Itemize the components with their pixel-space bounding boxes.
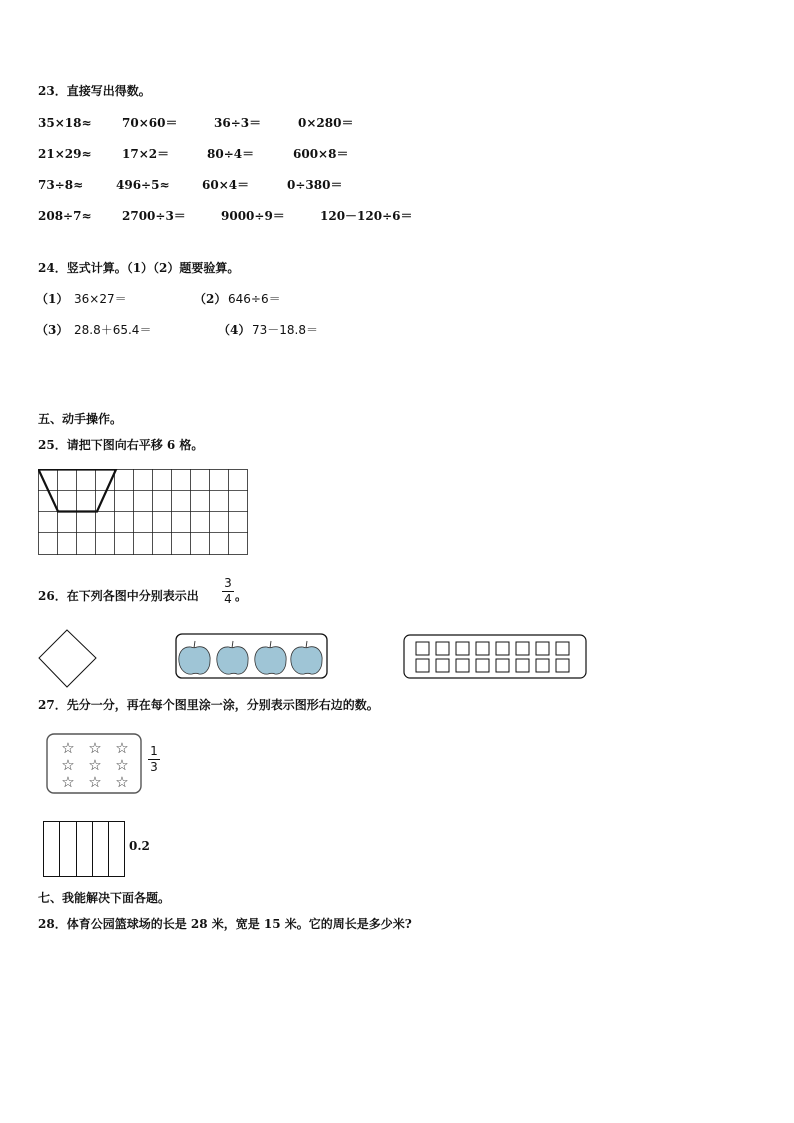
star-icon: ☆ [61,756,75,774]
q26-title-prefix: 26．在下列各图中分别表示出 [38,589,199,603]
apple-icon [217,641,248,674]
q23-title: 23．直接写出得数。 [38,84,151,98]
q26-title [38,589,199,603]
q27-fraction-denominator: 3 [150,760,158,774]
q27-decimal-label: 0.2 [129,839,150,853]
q23-item: 2700÷3＝ [122,209,186,223]
q26-fraction-numerator: 3 [224,576,232,590]
q23-item: 9000÷9＝ [221,209,285,223]
q24-title: 24．竖式计算。（1）（2）题要验算。 [38,261,240,275]
q26-title-suffix: 。 [235,589,248,603]
q24-item-expression: 73－18.8＝ [252,323,318,337]
q27-star-box [46,733,144,795]
star-icon: ☆ [61,773,75,791]
q27-fraction-numerator: 1 [150,744,158,758]
q26-fraction-denominator: 4 [224,592,232,606]
q23-item: 35×18≈ [38,116,92,130]
q24-item-number: （4） [218,323,251,337]
q28-title: 28．体育公园篮球场的长是 28 米，宽是 15 米。它的周长是多少米? [38,917,412,931]
star-icon: ☆ [88,739,102,757]
q26-fraction [222,577,234,606]
q23-item: 80÷4＝ [207,147,255,161]
q26-diamond-shape [37,629,99,689]
q26-square-box [403,634,589,680]
q25-grid-figure [38,469,250,557]
star-icon: ☆ [115,773,129,791]
star-icon: ☆ [115,739,129,757]
section-7-title: 七、我能解决下面各题。 [38,891,171,905]
star-icon: ☆ [88,756,102,774]
q23-item: 73÷8≈ [38,178,84,192]
q23-item: 0×280＝ [298,116,354,130]
q27-fraction [148,745,160,774]
star-icon: ☆ [61,739,75,757]
apple-icon [291,641,322,674]
q24-item-expression: 36×27＝ [74,292,127,306]
q25-title: 25．请把下图向右平移 6 格。 [38,438,204,452]
q27-title: 27．先分一分，再在每个图里涂一涂，分别表示图形右边的数。 [38,698,379,712]
q23-item: 17×2＝ [122,147,170,161]
star-icon: ☆ [88,773,102,791]
q23-item: 60×4＝ [202,178,250,192]
q23-item: 496÷5≈ [116,178,170,192]
apple-icon [179,641,210,674]
section-5-title: 五、动手操作。 [38,412,123,426]
q23-item: 120－120÷6＝ [320,209,413,223]
q23-item: 70×60＝ [122,116,178,130]
q23-item: 600×8＝ [293,147,349,161]
q24-item-number: （2） [194,292,227,306]
q24-item-expression: 28.8＋65.4＝ [74,323,152,337]
q26-apple-box [175,633,329,681]
q23-item: 0÷380＝ [287,178,343,192]
q24-item-expression: 646÷6＝ [228,292,281,306]
q27-strip-rectangle [43,821,127,878]
q23-item: 208÷7≈ [38,209,92,223]
q24-item-number: （1） [36,292,69,306]
q23-item: 21×29≈ [38,147,92,161]
star-icon: ☆ [115,756,129,774]
q23-item: 36÷3＝ [214,116,262,130]
q24-item-number: （3） [36,323,69,337]
apple-icon [255,641,286,674]
